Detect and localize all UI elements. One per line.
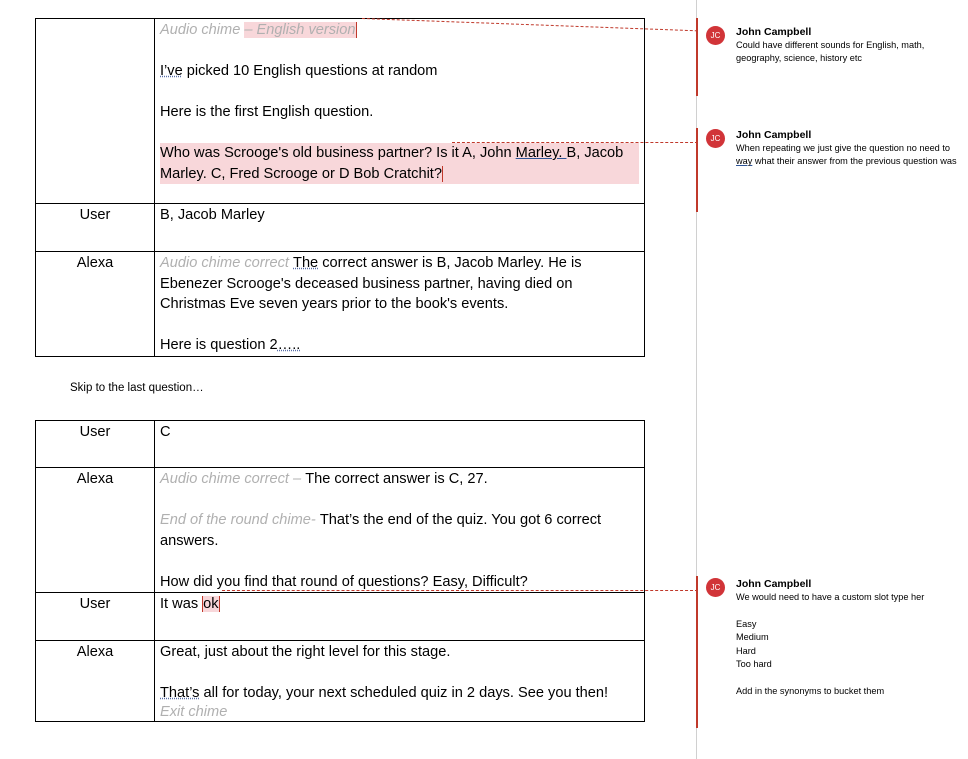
grammar-flag-word: The [293, 255, 319, 271]
avatar: JC [706, 578, 725, 597]
speaker-cell: User [36, 593, 155, 641]
grammar-flag-word: I’ve [160, 63, 183, 79]
commented-reply-word[interactable]: ok [203, 596, 219, 612]
comment-line: Hard [736, 645, 756, 656]
question-text-end[interactable]: B, Jacob Marley. C, Fred Scrooge or D Bob Cratchit? [160, 145, 624, 182]
table-row [36, 593, 645, 641]
comment-line: Easy [736, 618, 757, 629]
comment-author: John Campbell [736, 129, 812, 141]
feedback-text: Great, just about the right level for this stage. [160, 644, 451, 660]
content-cell[interactable] [155, 593, 645, 641]
comment-line: Add in the synonyms to bucket them [736, 685, 885, 696]
comment-line [736, 604, 968, 617]
end-text: That’s the end of the quiz. You got 6 correct answers. [160, 512, 602, 549]
table-row [36, 421, 645, 468]
end-chime-label: End of the round chime- [160, 512, 320, 528]
user-reply: It was [160, 596, 203, 612]
comment-author: John Campbell [736, 26, 812, 38]
audio-chime-label: Audio chime correct – [160, 471, 306, 487]
question-intro: Here is the first English question. [160, 104, 374, 120]
difficulty-question: How did you find that round of questions? Easy, Difficult? [160, 573, 528, 590]
speaker-cell: User [36, 421, 155, 468]
table-row [36, 252, 645, 357]
speaker-cell: User [36, 204, 155, 252]
speaker-cell: Alexa [36, 641, 155, 722]
content-cell[interactable] [155, 641, 645, 722]
dialogue-table-2 [35, 420, 645, 722]
comment-line: When repeating we just give the question no need to [736, 143, 951, 153]
avatar: JC [706, 26, 725, 45]
audio-chime-label: Audio chime [160, 22, 245, 38]
speaker-cell [36, 19, 155, 204]
content-cell[interactable] [155, 252, 645, 357]
skip-note: Skip to the last question… [70, 382, 204, 394]
comment-author: John Campbell [736, 578, 812, 590]
avatar: JC [706, 129, 725, 148]
exit-chime-label: Exit chime [160, 703, 228, 720]
comment-text [736, 591, 968, 698]
table-row [36, 641, 645, 722]
answer-text: correct answer is B, Jacob Marley. He is Ebenezer Scrooge's deceased business partner, having died on Christmas Eve seven years prior to the book's events. [160, 255, 582, 312]
spelling-flag-word: way [736, 156, 753, 167]
speaker-cell: Alexa [36, 468, 155, 593]
content-cell[interactable]: C [155, 421, 645, 468]
comment-bar [696, 18, 698, 96]
table-row [36, 468, 645, 593]
comment-line: We would need to have a custom slot type her [736, 592, 925, 602]
grammar-flag-word: That’s [160, 685, 200, 701]
answer-text: The correct answer is C, 27. [305, 471, 488, 487]
comment-line [736, 671, 968, 684]
table-row [36, 19, 645, 204]
comment-bar [696, 576, 698, 728]
grammar-flag-ellipsis: ….. [277, 337, 301, 353]
commented-chime-version[interactable]: – English version [244, 22, 356, 38]
intro-text: picked 10 English questions at random [182, 63, 438, 79]
comment-line: Too hard [736, 659, 772, 670]
next-question-text: Here is question 2 [160, 337, 278, 353]
comment-connector [222, 590, 698, 591]
speaker-cell: Alexa [36, 252, 155, 357]
comment-text [736, 39, 968, 66]
comment-line: Could have different sounds for English, math, geography, science, history etc [736, 40, 925, 64]
comment-connector [452, 142, 698, 143]
question-text[interactable]: Who was Scrooge's old business partner? Is it A, John [160, 145, 516, 161]
closing-text: all for today, your next scheduled quiz in 2 days. See you then! [199, 685, 609, 701]
dialogue-table-1 [35, 18, 645, 357]
comment-text [736, 142, 968, 169]
table-row [36, 204, 645, 252]
audio-chime-label: Audio chime correct [160, 255, 294, 271]
content-cell[interactable]: B, Jacob Marley [155, 204, 645, 252]
content-cell[interactable] [155, 468, 645, 593]
comment-bar [696, 128, 698, 212]
comment-line: Medium [736, 632, 769, 643]
content-cell[interactable] [155, 19, 645, 204]
spelling-flag-word: Marley. [515, 145, 567, 161]
comment-line: what their answer from the previous question was [752, 156, 957, 167]
